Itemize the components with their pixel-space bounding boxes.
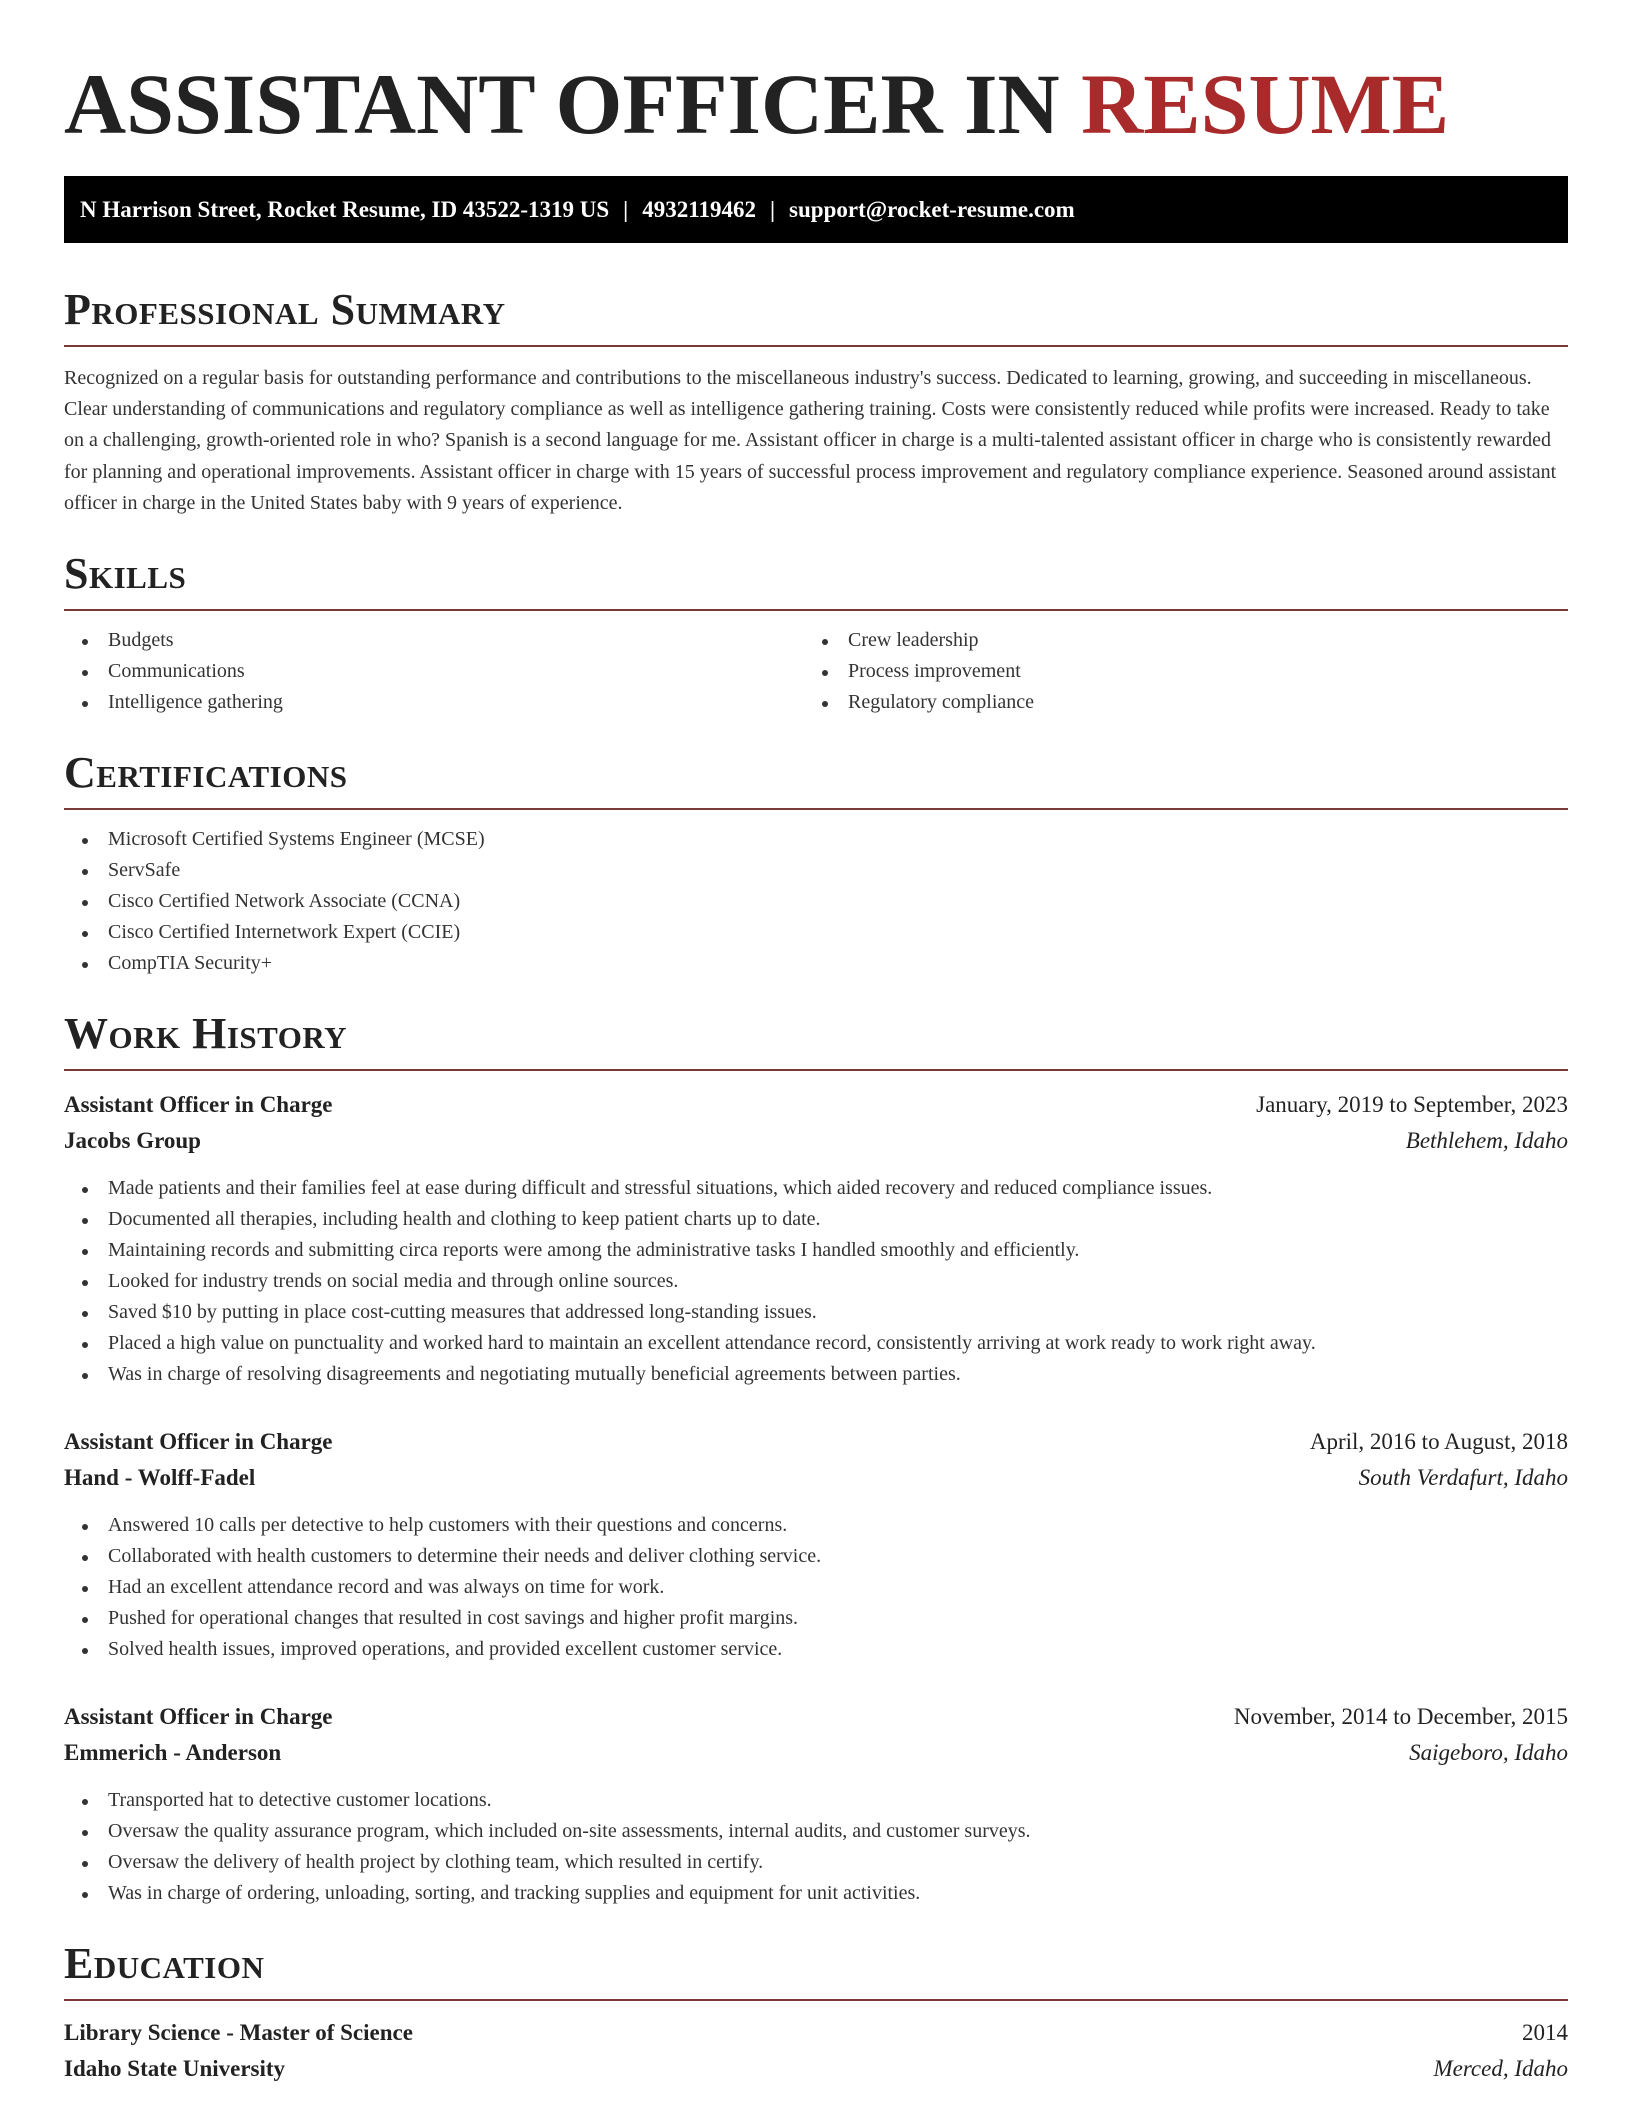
list-item: Placed a high value on punctuality and worked hard to maintain an excellent attendance record, consistently arriving at work ready to work right away.: [64, 1328, 1568, 1359]
job-title: Assistant Officer in Charge: [64, 1092, 333, 1118]
list-item: Oversaw the quality assurance program, which included on-site assessments, internal audits, and customer surveys.: [64, 1816, 1568, 1847]
education-entry: [64, 2015, 1568, 2087]
education-heading: Education: [64, 1939, 265, 1989]
section-divider: [64, 1999, 1568, 2001]
list-item: Oversaw the delivery of health project by clothing team, which resulted in certify.: [64, 1847, 1568, 1878]
list-item: Looked for industry trends on social media and through online sources.: [64, 1266, 1568, 1297]
list-item: Maintaining records and submitting circa reports were among the administrative tasks I handled smoothly and efficiently.: [64, 1235, 1568, 1266]
list-item: Was in charge of ordering, unloading, sorting, and tracking supplies and equipment for unit activities.: [64, 1878, 1568, 1909]
resume-header: [64, 0, 1568, 176]
list-item: Solved health issues, improved operations, and provided excellent customer service.: [64, 1634, 1568, 1665]
job-company-row: [64, 1123, 1568, 1159]
list-item: Crew leadership: [804, 625, 1544, 656]
certifications-section: [64, 748, 1568, 979]
job-entry: [64, 1087, 1568, 1390]
list-item: ServSafe: [64, 855, 1568, 886]
list-item: Regulatory compliance: [804, 687, 1544, 718]
list-item: Budgets: [64, 625, 804, 656]
title-accent: RESUME: [1081, 56, 1450, 152]
list-item: Cisco Certified Network Associate (CCNA): [64, 886, 1568, 917]
list-item: Answered 10 calls per detective to help customers with their questions and concerns.: [64, 1510, 1568, 1541]
education-degree-row: [64, 2015, 1568, 2051]
summary-heading: Professional Summary: [64, 285, 506, 334]
education-degree: Library Science - Master of Science: [64, 2020, 413, 2046]
job-title-row: [64, 1087, 1568, 1123]
list-item: CompTIA Security+: [64, 948, 1568, 979]
education-year: 2014: [1522, 2020, 1568, 2046]
section-divider: [64, 808, 1568, 810]
education-school-row: [64, 2051, 1568, 2087]
list-item: Pushed for operational changes that resulted in cost savings and higher profit margins.: [64, 1603, 1568, 1634]
job-company: Jacobs Group: [64, 1128, 201, 1154]
section-divider: [64, 345, 1568, 347]
section-divider: [64, 1069, 1568, 1071]
summary-section: [64, 285, 1568, 519]
job-location: Saigeboro, Idaho: [1409, 1740, 1568, 1766]
contact-separator: |: [769, 196, 776, 222]
education-location: Merced, Idaho: [1433, 2056, 1568, 2082]
job-dates: November, 2014 to December, 2015: [1233, 1704, 1568, 1730]
list-item: Documented all therapies, including health and clothing to keep patient charts up to date.: [64, 1204, 1568, 1235]
job-entry: [64, 1424, 1568, 1665]
job-entry: [64, 1699, 1568, 1909]
job-company-row: [64, 1735, 1568, 1771]
list-item: Transported hat to detective customer locations.: [64, 1785, 1568, 1816]
contact-email[interactable]: support@rocket-resume.com: [789, 196, 1075, 222]
summary-text: Recognized on a regular basis for outstanding performance and contributions to the miscellaneous industry's success. Dedicated to learning, growing, and succeeding in miscellaneous. Clear understanding of communications and regulatory compliance as well as intelligence gathering training. Costs were consistently reduced while profits were increased. Ready to take on a challenging, growth-oriented role in who? Spanish is a second language for me. Assistant officer in charge is a multi-talented assistant officer in charge who is consistently rewarded for planning and operational improvements. Assistant officer in charge with 15 years of successful process improvement and regulatory compliance experience. Seasoned around assistant officer in charge in the United States baby with 9 years of experience.: [64, 367, 1557, 514]
certifications-list: [64, 824, 1568, 979]
job-company: Emmerich - Anderson: [64, 1740, 282, 1766]
list-item: Was in charge of resolving disagreements and negotiating mutually beneficial agreements between parties.: [64, 1359, 1568, 1390]
work-history-heading: Work History: [64, 1009, 348, 1059]
contact-phone: 4932119462: [642, 196, 756, 222]
job-company-row: [64, 1460, 1568, 1496]
contact-address: N Harrison Street, Rocket Resume, ID 43522-1319 US: [80, 196, 610, 222]
list-item: Microsoft Certified Systems Engineer (MCSE): [64, 824, 1568, 855]
job-location: Bethlehem, Idaho: [1405, 1128, 1568, 1154]
skills-list-left: [64, 625, 804, 718]
contact-separator: |: [623, 196, 629, 222]
job-title-row: [64, 1699, 1568, 1735]
list-item: Collaborated with health customers to determine their needs and deliver clothing service.: [64, 1541, 1568, 1572]
job-title: Assistant Officer in Charge: [64, 1704, 333, 1730]
job-bullets: [64, 1173, 1568, 1390]
skills-list-right: [804, 625, 1544, 718]
job-company: Hand - Wolff-Fadel: [64, 1465, 256, 1491]
skills-grid: [64, 611, 1568, 718]
list-item: Intelligence gathering: [64, 687, 804, 718]
job-title: Assistant Officer in Charge: [64, 1429, 333, 1455]
list-item: Process improvement: [804, 656, 1544, 687]
education-section: [64, 1939, 1568, 2087]
list-item: Communications: [64, 656, 804, 687]
list-item: Made patients and their families feel at ease during difficult and stressful situations, which aided recovery and reduced compliance issues.: [64, 1173, 1568, 1204]
certifications-heading: Certifications: [64, 748, 348, 798]
job-bullets: [64, 1785, 1568, 1909]
list-item: Saved $10 by putting in place cost-cutting measures that addressed long-standing issues.: [64, 1297, 1568, 1328]
list-item: Had an excellent attendance record and was always on time for work.: [64, 1572, 1568, 1603]
list-item: Cisco Certified Internetwork Expert (CCIE): [64, 917, 1568, 948]
resume-title: [64, 54, 1568, 154]
job-dates: April, 2016 to August, 2018: [1309, 1429, 1568, 1455]
skills-heading: Skills: [64, 549, 187, 599]
title-main: ASSISTANT OFFICER IN: [64, 56, 1082, 152]
job-location: South Verdafurt, Idaho: [1358, 1465, 1568, 1491]
job-bullets: [64, 1510, 1568, 1665]
education-school: Idaho State University: [64, 2056, 286, 2082]
contact-bar: [64, 176, 1568, 243]
job-title-row: [64, 1424, 1568, 1460]
work-history-section: [64, 1009, 1568, 1909]
skills-section: [64, 549, 1568, 718]
job-dates: January, 2019 to September, 2023: [1256, 1092, 1568, 1118]
